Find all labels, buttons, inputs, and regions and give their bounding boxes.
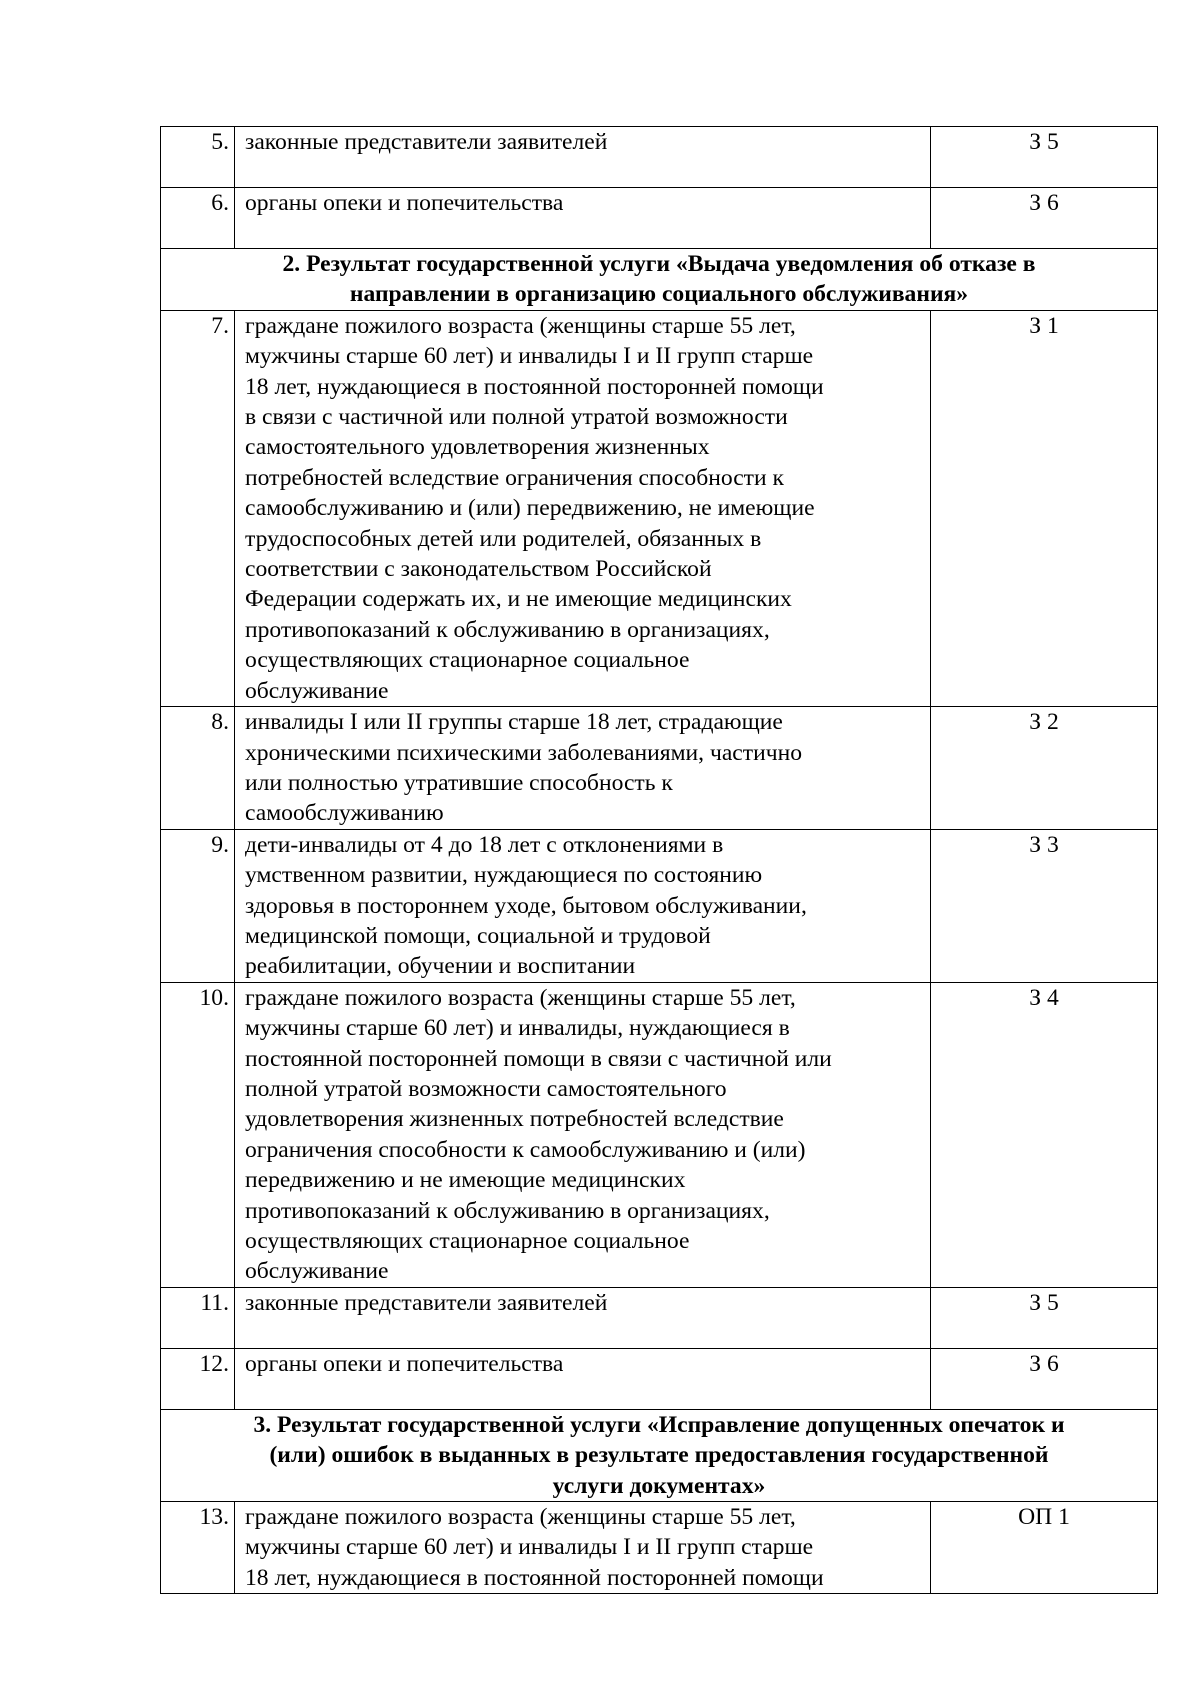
table-row (161, 1502, 1158, 1594)
row-description: граждане пожилого возраста (женщины старше 55 лет, мужчины старше 60 лет) и инвалиды I и II групп старше 18 лет, нуждающиеся в постоянной посторонней помощи в связи с частичной или полной утратой возможности самостоятельного удовлетворения жизненных потребностей вследствие ограничения способности к самообслуживанию и (или) передвижению, не имеющие трудоспособных детей или родителей, обязанных в соответствии с законодательством Российской Федерации содержать их, и не имеющие медицинских противопоказаний к обслуживанию в организациях, осуществляющих стационарное социальное обслуживание (235, 310, 931, 706)
section-heading-row (161, 249, 1158, 311)
table-row (161, 829, 1158, 982)
row-code: З 3 (931, 829, 1158, 982)
table-row (161, 310, 1158, 706)
row-description: дети-инвалиды от 4 до 18 лет с отклонениями в умственном развитии, нуждающиеся по состоянию здоровья в постороннем уходе, бытовом обслуживании, медицинской помощи, социальной и трудовой реабилитации, обучении и воспитании (235, 829, 931, 982)
row-code: З 1 (931, 310, 1158, 706)
row-number: 7. (161, 310, 235, 706)
table-row (161, 982, 1158, 1287)
row-number: 11. (161, 1287, 235, 1348)
row-number: 5. (161, 127, 235, 188)
row-description: инвалиды I или II группы старше 18 лет, страдающие хроническими психическими заболеваниями, частично или полностью утратившие способность к самообслуживанию (235, 707, 931, 830)
table-row (161, 707, 1158, 830)
row-description: граждане пожилого возраста (женщины старше 55 лет, мужчины старше 60 лет) и инвалиды, нуждающиеся в постоянной посторонней помощи в связи с частичной или полной утратой возможности самостоятельного удовлетворения жизненных потребностей вследствие ограничения способности к самообслуживанию и (или) передвижению и не имеющие медицинских противопоказаний к обслуживанию в организациях, осуществляющих стационарное социальное обслуживание (235, 982, 931, 1287)
row-code: З 2 (931, 707, 1158, 830)
row-code: З 4 (931, 982, 1158, 1287)
table-row (161, 1348, 1158, 1409)
table-row (161, 1287, 1158, 1348)
row-description: граждане пожилого возраста (женщины старше 55 лет, мужчины старше 60 лет) и инвалиды I и II групп старше 18 лет, нуждающиеся в постоянной посторонней помощи (235, 1502, 931, 1594)
row-number: 13. (161, 1502, 235, 1594)
section-heading-row (161, 1409, 1158, 1501)
table-row (161, 127, 1158, 188)
row-number: 8. (161, 707, 235, 830)
row-code: З 6 (931, 188, 1158, 249)
row-description: органы опеки и попечительства (235, 1348, 931, 1409)
row-code: З 5 (931, 127, 1158, 188)
row-code: З 5 (931, 1287, 1158, 1348)
table-row (161, 188, 1158, 249)
row-number: 9. (161, 829, 235, 982)
row-number: 6. (161, 188, 235, 249)
row-description: органы опеки и попечительства (235, 188, 931, 249)
row-number: 12. (161, 1348, 235, 1409)
section-heading: 3. Результат государственной услуги «Исправление допущенных опечаток и (или) ошибок в выданных в результате предоставления государственной услуги документах» (161, 1409, 1158, 1501)
row-number: 10. (161, 982, 235, 1287)
section-heading: 2. Результат государственной услуги «Выдача уведомления об отказе в направлении в организацию социального обслуживания» (161, 249, 1158, 311)
document-table (160, 126, 1158, 1594)
row-code: ОП 1 (931, 1502, 1158, 1594)
row-description: законные представители заявителей (235, 127, 931, 188)
row-code: З 6 (931, 1348, 1158, 1409)
row-description: законные представители заявителей (235, 1287, 931, 1348)
